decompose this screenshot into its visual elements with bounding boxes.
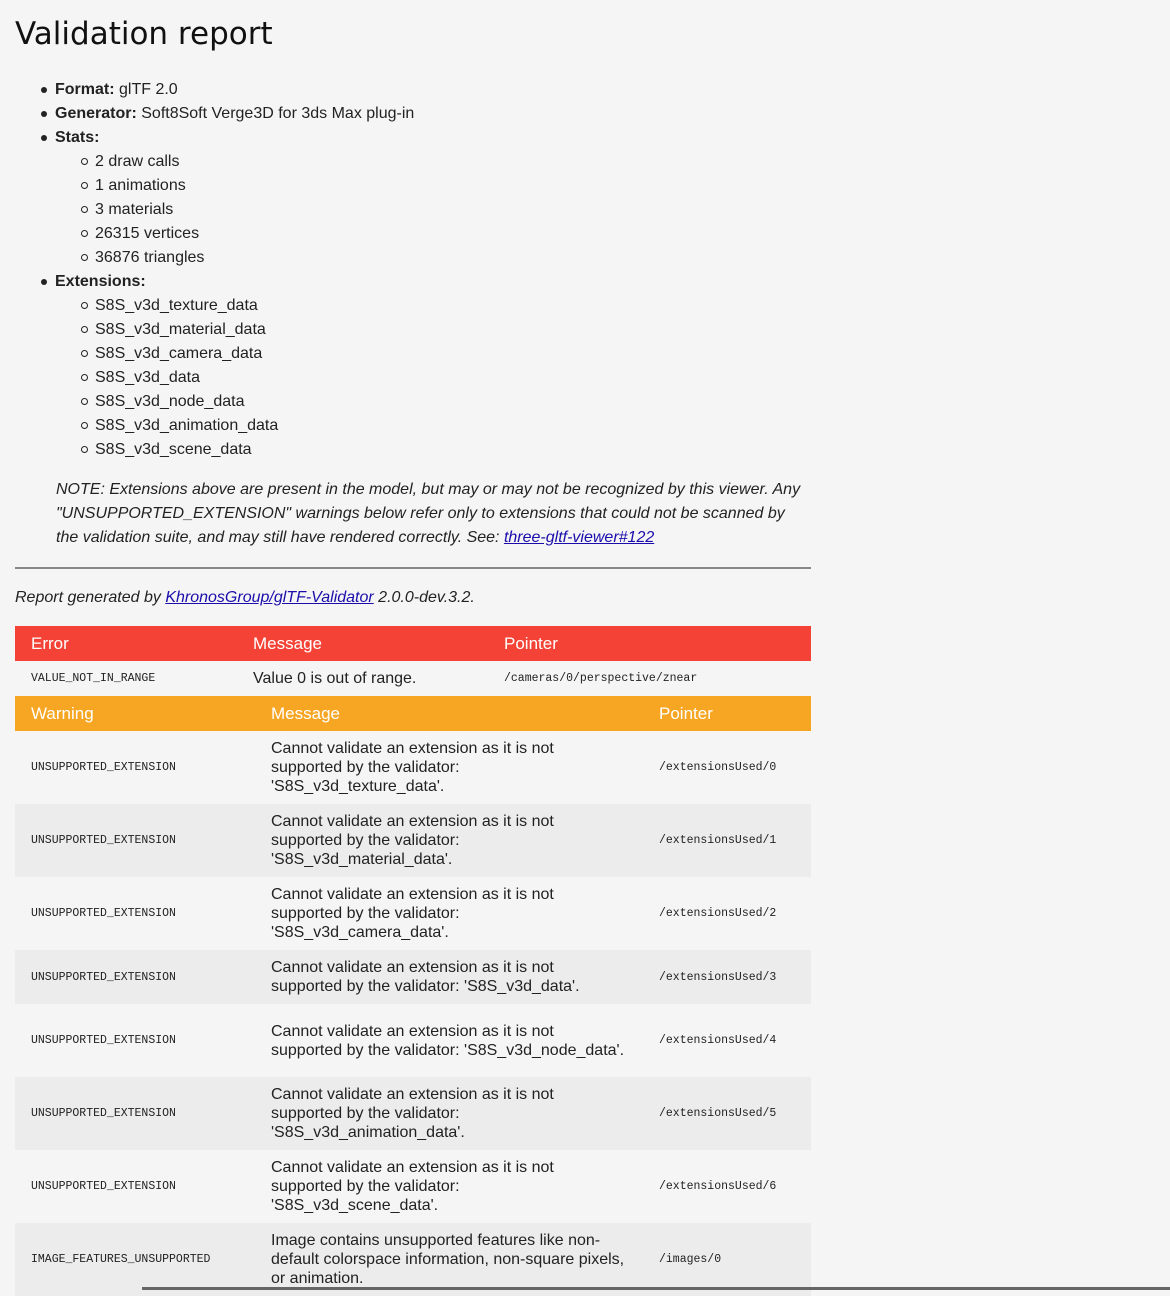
pointer-column-header: Pointer xyxy=(643,696,811,731)
warning-code: UNSUPPORTED_EXTENSION xyxy=(15,1004,255,1077)
pointer-column-header: Pointer xyxy=(488,626,811,661)
warning-code: UNSUPPORTED_EXTENSION xyxy=(15,1150,255,1223)
error-row xyxy=(15,661,811,696)
warning-pointer: /images/0 xyxy=(643,1223,811,1296)
warning-code: UNSUPPORTED_EXTENSION xyxy=(15,1077,255,1150)
warning-pointer: /extensionsUsed/4 xyxy=(643,1004,811,1077)
warnings-table xyxy=(15,696,811,1296)
format-item xyxy=(55,78,811,102)
extension-item: S8S_v3d_material_data xyxy=(95,318,811,342)
stat-item: 2 draw calls xyxy=(95,150,811,174)
stats-list xyxy=(55,150,811,270)
warning-message: Cannot validate an extension as it is not supported by the validator: 'S8S_v3d_data'. xyxy=(255,950,643,1004)
report-container xyxy=(15,0,811,1296)
extensions-item xyxy=(55,270,811,462)
warning-row xyxy=(15,1150,811,1223)
generator-label: Generator: xyxy=(55,105,137,122)
warning-row xyxy=(15,1223,811,1296)
warning-message: Cannot validate an extension as it is not supported by the validator: 'S8S_v3d_texture_data'. xyxy=(255,731,643,804)
error-column-header: Error xyxy=(15,626,237,661)
errors-table xyxy=(15,626,811,696)
warning-row xyxy=(15,950,811,1004)
warnings-header-row xyxy=(15,696,811,731)
extension-item: S8S_v3d_data xyxy=(95,366,811,390)
extensions-note xyxy=(56,478,811,550)
error-pointer: /cameras/0/perspective/znear xyxy=(488,661,811,696)
generated-prefix: Report generated by xyxy=(15,589,166,606)
validator-link[interactable]: KhronosGroup/glTF-Validator xyxy=(165,589,374,606)
warning-message: Cannot validate an extension as it is not supported by the validator: 'S8S_v3d_animation_data'. xyxy=(255,1077,643,1150)
warning-code: UNSUPPORTED_EXTENSION xyxy=(15,950,255,1004)
warning-column-header: Warning xyxy=(15,696,255,731)
note-text: NOTE: Extensions above are present in the model, but may or may not be recognized by this viewer. Any "UNSUPPORTED_EXTENSION" warnings below refer only to extensions that could not be scanned by the validation suite, and may still have rendered correctly. See: xyxy=(56,481,801,546)
message-column-header: Message xyxy=(255,696,643,731)
warning-code: UNSUPPORTED_EXTENSION xyxy=(15,731,255,804)
extension-item: S8S_v3d_texture_data xyxy=(95,294,811,318)
stat-item: 3 materials xyxy=(95,198,811,222)
extension-item: S8S_v3d_node_data xyxy=(95,390,811,414)
warning-message: Cannot validate an extension as it is not supported by the validator: 'S8S_v3d_scene_data'. xyxy=(255,1150,643,1223)
format-label: Format: xyxy=(55,81,115,98)
divider xyxy=(15,567,811,569)
stat-item: 1 animations xyxy=(95,174,811,198)
warning-row xyxy=(15,1077,811,1150)
errors-header-row xyxy=(15,626,811,661)
extensions-list xyxy=(55,294,811,462)
generator-value: Soft8Soft Verge3D for 3ds Max plug-in xyxy=(141,105,415,122)
warning-row xyxy=(15,1004,811,1077)
warning-code: UNSUPPORTED_EXTENSION xyxy=(15,804,255,877)
stats-label: Stats: xyxy=(55,129,100,146)
error-message: Value 0 is out of range. xyxy=(237,661,488,696)
warning-row xyxy=(15,731,811,804)
extension-item: S8S_v3d_scene_data xyxy=(95,438,811,462)
extension-item: S8S_v3d_camera_data xyxy=(95,342,811,366)
warning-pointer: /extensionsUsed/1 xyxy=(643,804,811,877)
generated-suffix: 2.0.0-dev.3.2. xyxy=(373,589,475,606)
warning-row xyxy=(15,804,811,877)
stats-item xyxy=(55,126,811,270)
warning-pointer: /extensionsUsed/5 xyxy=(643,1077,811,1150)
warning-message: Cannot validate an extension as it is not supported by the validator: 'S8S_v3d_material_data'. xyxy=(255,804,643,877)
viewer-issue-link[interactable]: three-gltf-viewer#122 xyxy=(503,529,655,546)
error-code: VALUE_NOT_IN_RANGE xyxy=(15,661,237,696)
summary-list xyxy=(15,78,811,462)
stat-item: 26315 vertices xyxy=(95,222,811,246)
warning-row xyxy=(15,877,811,950)
stat-item: 36876 triangles xyxy=(95,246,811,270)
warning-code: IMAGE_FEATURES_UNSUPPORTED xyxy=(15,1223,255,1296)
warning-pointer: /extensionsUsed/0 xyxy=(643,731,811,804)
format-value: glTF 2.0 xyxy=(119,81,178,98)
extension-item: S8S_v3d_animation_data xyxy=(95,414,811,438)
warning-pointer: /extensionsUsed/2 xyxy=(643,877,811,950)
warning-pointer: /extensionsUsed/6 xyxy=(643,1150,811,1223)
generator-item xyxy=(55,102,811,126)
extensions-label: Extensions: xyxy=(55,273,146,290)
report-generated xyxy=(15,586,811,610)
warning-message: Cannot validate an extension as it is not supported by the validator: 'S8S_v3d_camera_data'. xyxy=(255,877,643,950)
warning-message: Image contains unsupported features like non-default colorspace information, non-square pixels, or animation. xyxy=(255,1223,643,1296)
page-title: Validation report xyxy=(15,16,273,52)
warning-code: UNSUPPORTED_EXTENSION xyxy=(15,877,255,950)
warning-message: Cannot validate an extension as it is not supported by the validator: 'S8S_v3d_node_data'. xyxy=(255,1004,643,1077)
message-column-header: Message xyxy=(237,626,488,661)
warning-pointer: /extensionsUsed/3 xyxy=(643,950,811,1004)
